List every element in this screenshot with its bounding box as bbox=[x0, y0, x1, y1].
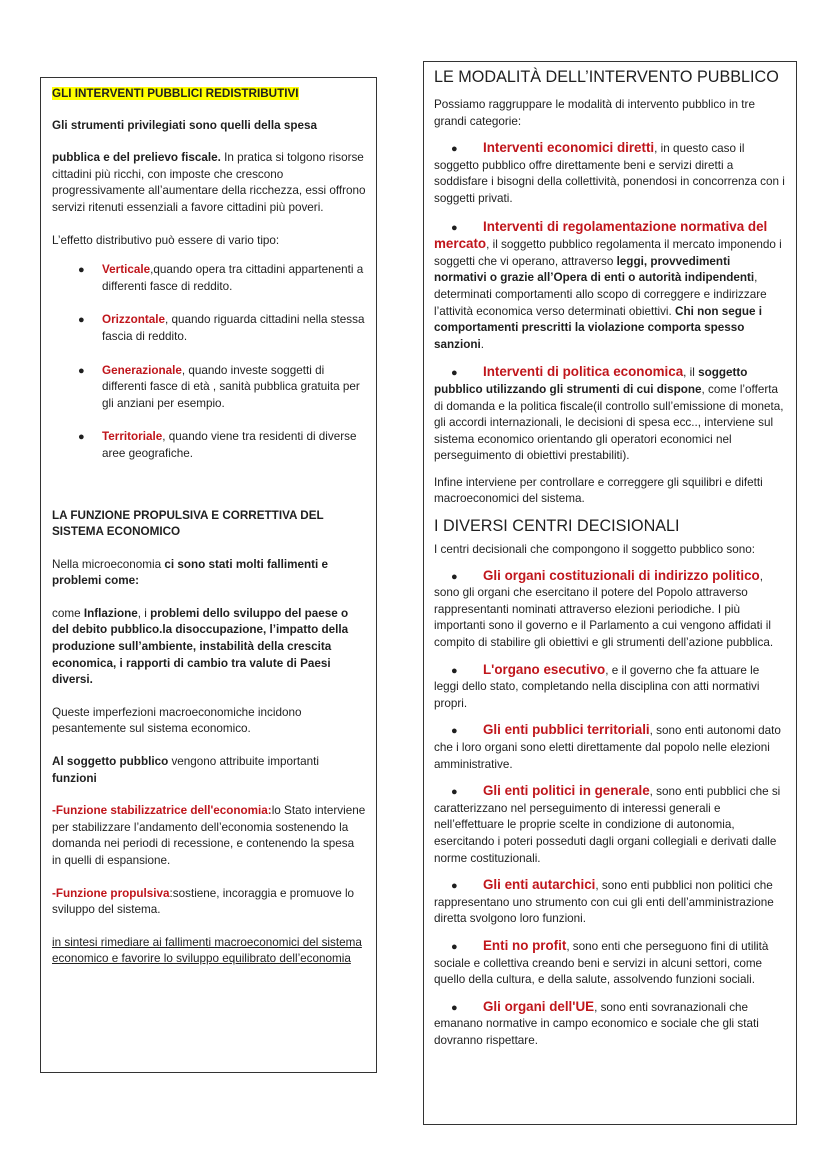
center-item: ● Gli enti pubblici territoriali, sono enti autonomi dato che i loro organi sono eletti direttamente dal popolo nelle elezioni amministrative. bbox=[434, 722, 781, 771]
micro-paragraph: Nella microeconomia ci sono stati molti fallimenti e problemi come: bbox=[52, 557, 329, 588]
bullet-icon: ● bbox=[451, 1001, 458, 1014]
intro-line-1: Gli strumenti privilegiati sono quelli della spesa bbox=[52, 118, 317, 132]
center-item: ● L'organo esecutivo, e il governo che fa attuare le leggi dello stato, completando nella disciplina con atti normativi propri. bbox=[434, 661, 760, 710]
problems-paragraph: come Inflazione, i problemi dello sviluppo del paese o del debito pubblico.la disoccupazione, l’impatto della produzione sull’ambiente, instabilità della crescita economica, i rapporti di cambio tra valute di Paesi diversi. bbox=[52, 606, 349, 687]
bullet-icon: ● bbox=[451, 221, 458, 234]
effect-intro: L’effetto distributivo può essere di vario tipo: bbox=[52, 233, 280, 247]
bullet-icon: ● bbox=[451, 786, 458, 799]
bullet-icon: ● bbox=[78, 364, 85, 377]
right-column bbox=[423, 61, 797, 1125]
center-item: ● Enti no profit, sono enti che perseguono fini di utilità sociale e collettiva creando beni e servizi in alcuni settori, come quello della cultura, e della salute, assolvendo funzioni sociali. bbox=[434, 937, 769, 987]
imperfections-paragraph: Queste imperfezioni macroeconomiche incidono pesantemente sul sistema economico. bbox=[52, 705, 302, 736]
bullet-icon: ● bbox=[451, 570, 458, 583]
bullet-icon: ● bbox=[451, 725, 458, 738]
bullet-icon: ● bbox=[78, 314, 85, 327]
bullet-icon: ● bbox=[451, 880, 458, 893]
bullet-icon: ● bbox=[451, 367, 458, 380]
bullet-icon: ● bbox=[78, 431, 85, 444]
center-item: ● Gli enti politici in generale, sono enti pubblici che si caratterizzano nel perseguimento di interessi generali e nell’effettuare le proprie scelte in condizione di autonomia, esercitando i poteri posseduti dagli organi collegiali e derivati dalle norme costituzionali. bbox=[434, 783, 781, 865]
bullet-icon: ● bbox=[451, 664, 458, 677]
section-title: I DIVERSI CENTRI DECISIONALI bbox=[434, 517, 680, 536]
left-column bbox=[40, 77, 377, 1073]
effects-list bbox=[52, 262, 366, 462]
finally-paragraph: Infine interviene per controllare e correggere gli squilibri e difetti macroeconomici del sistema. bbox=[434, 475, 763, 506]
list-item: ● Verticale,quando opera tra cittadini appartenenti a differenti fasce di reddito. bbox=[78, 263, 364, 293]
list-item: ● Orizzontale, quando riguarda cittadini nella stessa fascia di reddito. bbox=[78, 313, 365, 343]
section-title: LA FUNZIONE PROPULSIVA E CORRETTIVA DEL SISTEMA ECONOMICO bbox=[52, 508, 324, 539]
bullet-icon: ● bbox=[451, 940, 458, 953]
modality-item: ● Interventi di regolamentazione normativa del mercato, il soggetto pubblico regolamenta il mercato imponendo i soggetti che vi operano, attraverso leggi, provvedimenti normativi o grazie all’Opera di enti o autorità indipendenti, determinati comportamenti allo scopo di correggere e indirizzare l’attività economica verso determinati obiettivi. Chi non segue i comportamenti prescritti la violazione comporta spesso sanzioni. bbox=[434, 218, 782, 351]
function-stabilizing: -Funzione stabilizzatrice dell'economia:lo Stato interviene per stabilizzare l’andamento dell’economia sostenendo la domanda nei periodi di recessione, e contenendo la spesa in quelli di espansione. bbox=[52, 804, 366, 867]
center-item: ● Gli organi dell'UE, sono enti sovranazionali che emanano normative in campo economico e sociale che gli stati dovranno rispettare. bbox=[434, 998, 759, 1047]
bullet-icon: ● bbox=[451, 143, 458, 156]
intro-paragraph: pubblica e del prelievo fiscale. In pratica si tolgono risorse cittadini più ricchi, con imposte che crescono progressivamente all’aumentare della ricchezza, essi offrono servizi ritenuti essenziali a favore cittadini più poveri. bbox=[52, 151, 366, 214]
bullet-icon: ● bbox=[78, 264, 85, 277]
section-title: GLI INTERVENTI PUBBLICI REDISTRIBUTIVI bbox=[52, 87, 299, 100]
center-item: ● Gli organi costituzionali di indirizzo politico, sono gli organi che esercitano il potere del Popolo attraverso rappresentanti nominati attraverso elezioni periodiche. I più importanti sono il governo e il Parlamento a cui vengono affidati il compito di stabilire gli obiettivi e gli strumenti dell’azione pubblica. bbox=[434, 567, 774, 650]
modality-item: ● Interventi di politica economica, il soggetto pubblico utilizzando gli strumenti di cui dispone, come l’offerta di domanda e la politica fiscale(il controllo sull’emissione di moneta, gli accordi internazionali, le decisioni di spesa ecc.., interviene sul sistema economico orientando gli operatori economici nel perseguimento di obiettivi prestabiliti). bbox=[434, 364, 784, 463]
list-item: ● Territoriale, quando viene tra residenti di diverse aree geografiche. bbox=[78, 430, 357, 460]
centers-intro: I centri decisionali che compongono il soggetto pubblico sono: bbox=[434, 543, 755, 557]
function-propulsive: -Funzione propulsiva:sostiene, incoraggia e promuove lo sviluppo del sistema. bbox=[52, 886, 355, 917]
soggetto-paragraph: Al soggetto pubblico vengono attribuite importanti funzioni bbox=[52, 755, 319, 785]
intro-paragraph: Possiamo raggruppare le modalità di intervento pubblico in tre grandi categorie: bbox=[434, 98, 755, 128]
modality-item: ● Interventi economici diretti, in questo caso il soggetto pubblico offre direttamente beni e servizi diretti a soddisfare i bisogni della collettività, ponendosi in concorrenza con i soggetti privati. bbox=[434, 140, 785, 205]
center-item: ● Gli enti autarchici, sono enti pubblici non politici che rappresentano uno strumento con cui gli enti dell’amministrazione diretta svolgono loro funzioni. bbox=[434, 877, 774, 926]
list-item: ● Generazionale, quando investe soggetti di differenti fasce di età , sanità pubblica gratuita per gli anziani per esempio. bbox=[78, 363, 360, 410]
section-title: LE MODALITÀ DELL’INTERVENTO PUBBLICO bbox=[434, 68, 779, 86]
summary-paragraph: in sintesi rimediare ai fallimenti macroeconomici del sistema economico e favorire lo sviluppo equilibrato dell’economia bbox=[52, 935, 362, 966]
